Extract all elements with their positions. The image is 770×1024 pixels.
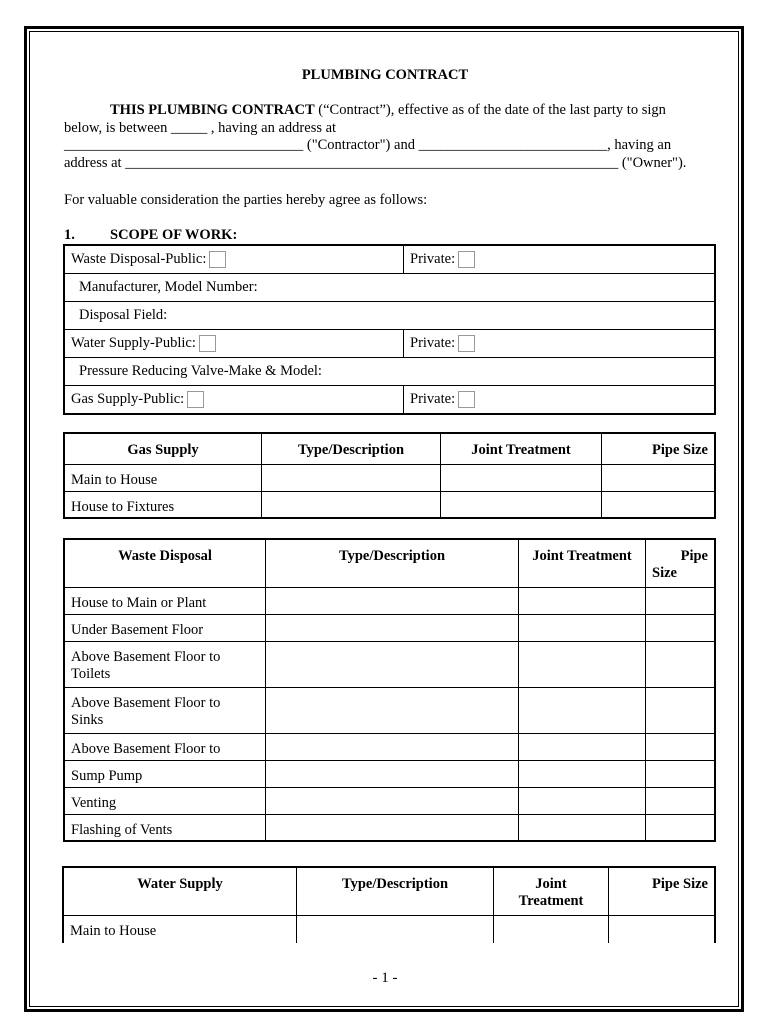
- waste-row-label: Under Basement Floor: [64, 614, 266, 641]
- waste-header-3: Joint Treatment: [519, 539, 646, 587]
- table-cell[interactable]: [262, 464, 441, 491]
- waste-public-checkbox[interactable]: [209, 251, 226, 268]
- intro-line4: address at ____________________________________________________________________ ("Owner").: [64, 154, 687, 171]
- water-header-3a: Joint: [535, 876, 567, 892]
- table-cell[interactable]: [266, 614, 519, 641]
- waste-row-label: [64, 641, 266, 687]
- scope-row-waste: [64, 245, 715, 274]
- waste-header-4a: Pipe: [680, 548, 708, 564]
- table-cell[interactable]: [646, 587, 716, 614]
- intro-line2: below, is between _____ , having an address at: [64, 119, 337, 136]
- table-cell[interactable]: [519, 814, 646, 841]
- table-cell[interactable]: [646, 787, 716, 814]
- table-row: [64, 814, 715, 841]
- waste-row-label: House to Main or Plant: [64, 587, 266, 614]
- table-cell[interactable]: [266, 687, 519, 733]
- table-cell[interactable]: [266, 760, 519, 787]
- waste-row-label: [64, 687, 266, 733]
- gas-header-4: Pipe Size: [602, 433, 716, 464]
- water-private-checkbox[interactable]: [458, 335, 475, 352]
- table-cell[interactable]: [646, 614, 716, 641]
- water-supply-table-clip: [62, 865, 718, 943]
- waste-public-label: Waste Disposal-Public:: [71, 250, 207, 267]
- table-row: [64, 733, 715, 760]
- table-row: [64, 687, 715, 733]
- waste-private-label: Private:: [410, 250, 456, 267]
- table-cell[interactable]: [646, 687, 716, 733]
- table-row: [64, 614, 715, 641]
- table-row: [63, 915, 715, 943]
- table-cell[interactable]: [519, 787, 646, 814]
- consideration-text: For valuable consideration the parties hereby agree as follows:: [64, 192, 428, 208]
- gas-private-cell: [404, 386, 716, 415]
- gas-row-label: Main to House: [64, 464, 262, 491]
- water-header-1: Water Supply: [63, 867, 297, 915]
- table-cell[interactable]: [646, 814, 716, 841]
- table-row: [64, 760, 715, 787]
- table-cell[interactable]: [266, 814, 519, 841]
- table-cell[interactable]: [494, 915, 609, 943]
- gas-private-checkbox[interactable]: [458, 391, 475, 408]
- table-cell[interactable]: [519, 687, 646, 733]
- table-cell[interactable]: [646, 733, 716, 760]
- table-row: [64, 787, 715, 814]
- scope-row-water: [64, 330, 715, 358]
- water-header-3: [494, 867, 609, 915]
- table-cell[interactable]: [266, 733, 519, 760]
- scope-row-gas: [64, 386, 715, 415]
- water-header-3b: Treatment: [518, 893, 584, 909]
- waste-private-cell: [404, 245, 716, 274]
- table-row: [64, 641, 715, 687]
- disposal-field[interactable]: Disposal Field:: [64, 302, 715, 330]
- table-cell[interactable]: [262, 491, 441, 518]
- table-cell[interactable]: [266, 587, 519, 614]
- gas-header-3: Joint Treatment: [441, 433, 602, 464]
- waste-row-label: Sump Pump: [64, 760, 266, 787]
- intro-line3: _________________________________ ("Contractor") and __________________________, having an: [64, 137, 672, 153]
- water-header-4: Pipe Size: [609, 867, 716, 915]
- water-public-cell: [64, 330, 404, 358]
- waste-disposal-table: [63, 538, 716, 842]
- table-cell[interactable]: [519, 733, 646, 760]
- table-cell[interactable]: [646, 641, 716, 687]
- waste-header-4: [646, 539, 716, 587]
- gas-supply-table: [63, 432, 716, 519]
- waste-row-label-b: Sinks: [71, 711, 104, 728]
- gas-public-label: Gas Supply-Public:: [71, 390, 185, 407]
- waste-row-label: Venting: [64, 787, 266, 814]
- table-row: [64, 464, 715, 491]
- page-border-inner: [29, 31, 739, 1007]
- waste-row-label-a: Above Basement Floor to: [71, 694, 221, 711]
- table-cell[interactable]: [441, 464, 602, 491]
- gas-public-checkbox[interactable]: [187, 391, 204, 408]
- manufacturer-field[interactable]: Manufacturer, Model Number:: [64, 274, 715, 302]
- water-header-2: Type/Description: [297, 867, 494, 915]
- waste-private-checkbox[interactable]: [458, 251, 475, 268]
- gas-header-2: Type/Description: [262, 433, 441, 464]
- waste-public-cell: [64, 245, 404, 274]
- waste-header-2: Type/Description: [266, 539, 519, 587]
- water-public-checkbox[interactable]: [199, 335, 216, 352]
- prv-field[interactable]: Pressure Reducing Valve-Make & Model:: [64, 358, 715, 386]
- gas-public-cell: [64, 386, 404, 415]
- table-cell[interactable]: [266, 787, 519, 814]
- waste-header-4b: Size: [652, 565, 677, 581]
- page-number: - 1 -: [372, 970, 398, 986]
- table-cell[interactable]: [519, 641, 646, 687]
- water-private-cell: [404, 330, 716, 358]
- table-cell[interactable]: [441, 491, 602, 518]
- gas-header-1: Gas Supply: [64, 433, 262, 464]
- section-number: 1.: [64, 227, 75, 243]
- document-title: PLUMBING CONTRACT: [301, 67, 469, 83]
- table-cell[interactable]: [297, 915, 494, 943]
- gas-row-label: House to Fixtures: [64, 491, 262, 518]
- intro-lead: THIS PLUMBING CONTRACT: [110, 102, 315, 118]
- section-title: SCOPE OF WORK:: [110, 227, 238, 243]
- waste-row-label: Flashing of Vents: [64, 814, 266, 841]
- scope-table: [63, 244, 716, 415]
- table-cell[interactable]: [602, 491, 716, 518]
- waste-header-1: Waste Disposal: [64, 539, 266, 587]
- intro-line1: (“Contract”), effective as of the date of the last party to sign: [314, 102, 666, 118]
- table-cell[interactable]: [609, 915, 716, 943]
- intro-paragraph: [64, 102, 704, 172]
- waste-row-label-a: Above Basement Floor to: [71, 648, 221, 665]
- table-row: [64, 491, 715, 518]
- table-row: [64, 587, 715, 614]
- water-row-label: Main to House: [63, 915, 297, 943]
- water-supply-table: [62, 866, 716, 943]
- table-cell[interactable]: [266, 641, 519, 687]
- section-heading: [64, 227, 237, 244]
- table-cell[interactable]: [519, 587, 646, 614]
- water-private-label: Private:: [410, 334, 456, 351]
- table-cell[interactable]: [519, 760, 646, 787]
- table-cell[interactable]: [602, 464, 716, 491]
- table-cell[interactable]: [519, 614, 646, 641]
- table-cell[interactable]: [646, 760, 716, 787]
- gas-private-label: Private:: [410, 390, 456, 407]
- water-public-label: Water Supply-Public:: [71, 334, 196, 351]
- waste-row-label-b: Toilets: [71, 665, 111, 682]
- waste-row-label: Above Basement Floor to: [64, 733, 266, 760]
